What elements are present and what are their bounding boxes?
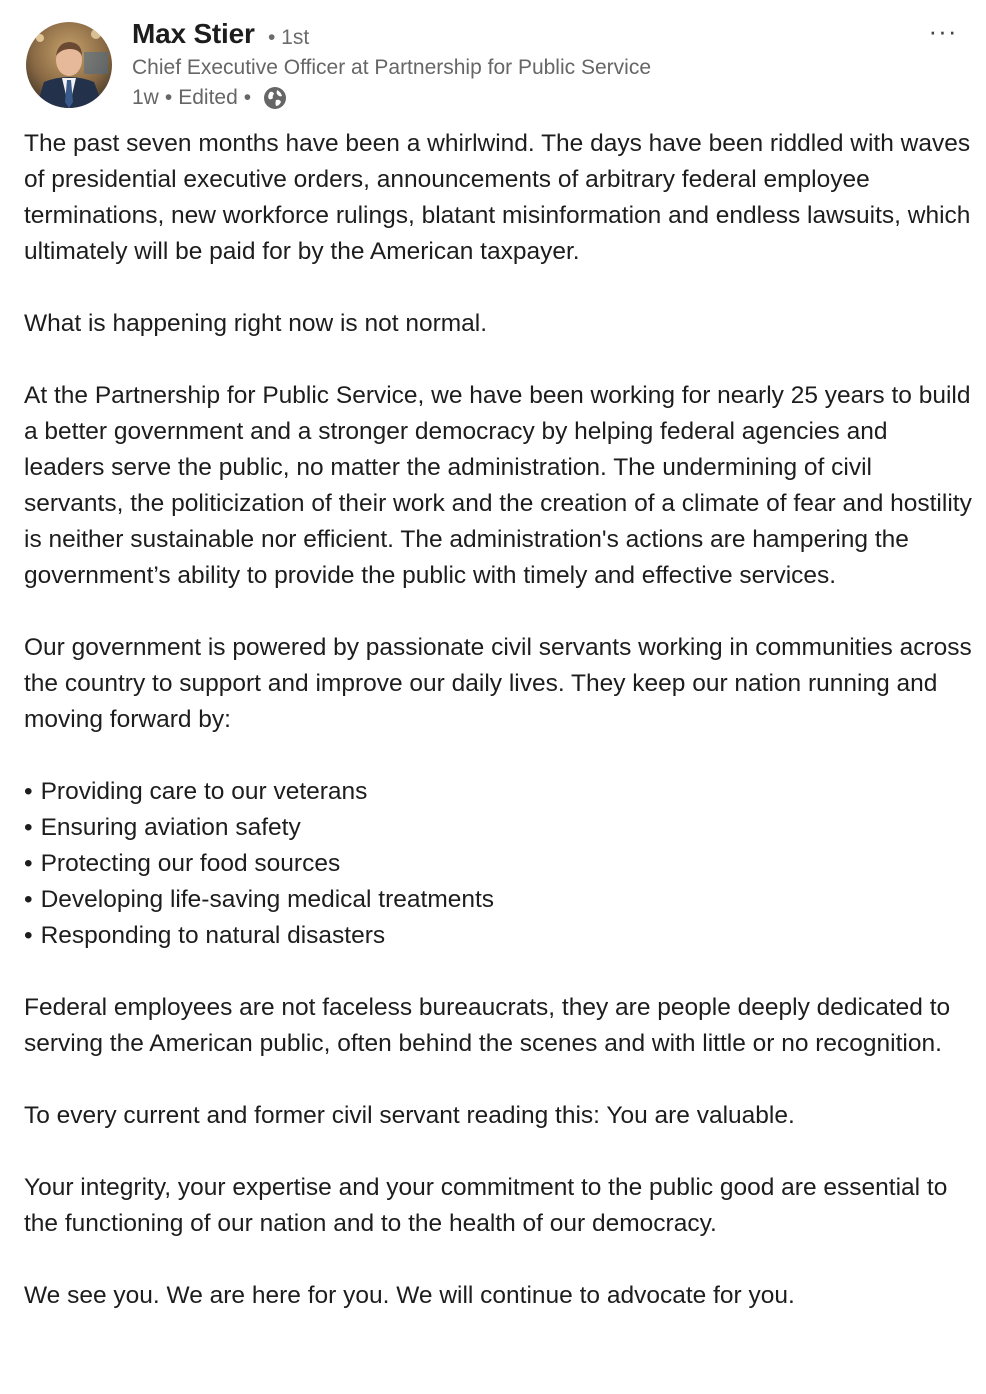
post-bullet-list [24,774,974,954]
post-paragraph: Your integrity, your expertise and your commitment to the public good are essential to the functioning of our nation and to the health of our democracy. [24,1174,948,1237]
meta-separator: • [164,86,173,109]
list-item-text: Protecting our food sources [40,850,341,877]
meta-separator: • [243,86,252,109]
globe-icon [263,86,287,110]
post-paragraph: We see you. We are here for you. We will continue to advocate for you. [24,1282,795,1309]
bullet: • [24,778,33,805]
list-item-text: Developing life-saving medical treatments [40,886,495,913]
author-headline: Chief Executive Officer at Partnership for Public Service [132,56,652,79]
post-meta [132,84,287,112]
list-item-text: Ensuring aviation safety [40,814,301,841]
post-paragraph: What is happening right now is not normal. [24,310,488,337]
post-paragraph: Our government is powered by passionate civil servants working in communities across the country to support and improve our daily lives. They keep our nation running and moving forward by: [24,634,972,733]
bullet: • [24,886,33,913]
avatar-photo [26,22,112,108]
more-options-icon[interactable]: ··· [928,16,958,46]
list-item [24,846,974,882]
post-paragraph: At the Partnership for Public Service, we have been working for nearly 25 years to build a better government and a stronger democracy by helping federal agencies and leaders serve the public, no matter the administration. The undermining of civil servants, the politicization of their work and the creation of a climate of fear and hostility is neither sustainable nor efficient. The administration's actions are hampering the government’s ability to provide the public with timely and effective services. [24,382,972,589]
edited-label: Edited [178,86,238,109]
author-name[interactable]: Max Stier [132,18,255,49]
post-time: 1w [132,86,159,109]
avatar[interactable] [26,22,112,108]
post-paragraph: The past seven months have been a whirlwind. The days have been riddled with waves of presidential executive orders, announcements of arbitrary federal employee terminations, new workforce rulings, blatant misinformation and endless lawsuits, which ultimately will be paid for by the American taxpayer. [24,130,971,265]
list-item-text: Providing care to our veterans [40,778,368,805]
connection-degree: • 1st [268,26,310,49]
bullet: • [24,814,33,841]
post-body [24,126,974,1314]
list-item [24,882,974,918]
post-paragraph: Federal employees are not faceless bureaucrats, they are people deeply dedicated to serving the American public, often behind the scenes and with little or no recognition. [24,994,951,1057]
bullet: • [24,922,33,949]
list-item-text: Responding to natural disasters [40,922,386,949]
list-item [24,774,974,810]
bullet: • [24,850,33,877]
post-paragraph: To every current and former civil servant reading this: You are valuable. [24,1102,795,1129]
list-item [24,810,974,846]
list-item [24,918,974,954]
